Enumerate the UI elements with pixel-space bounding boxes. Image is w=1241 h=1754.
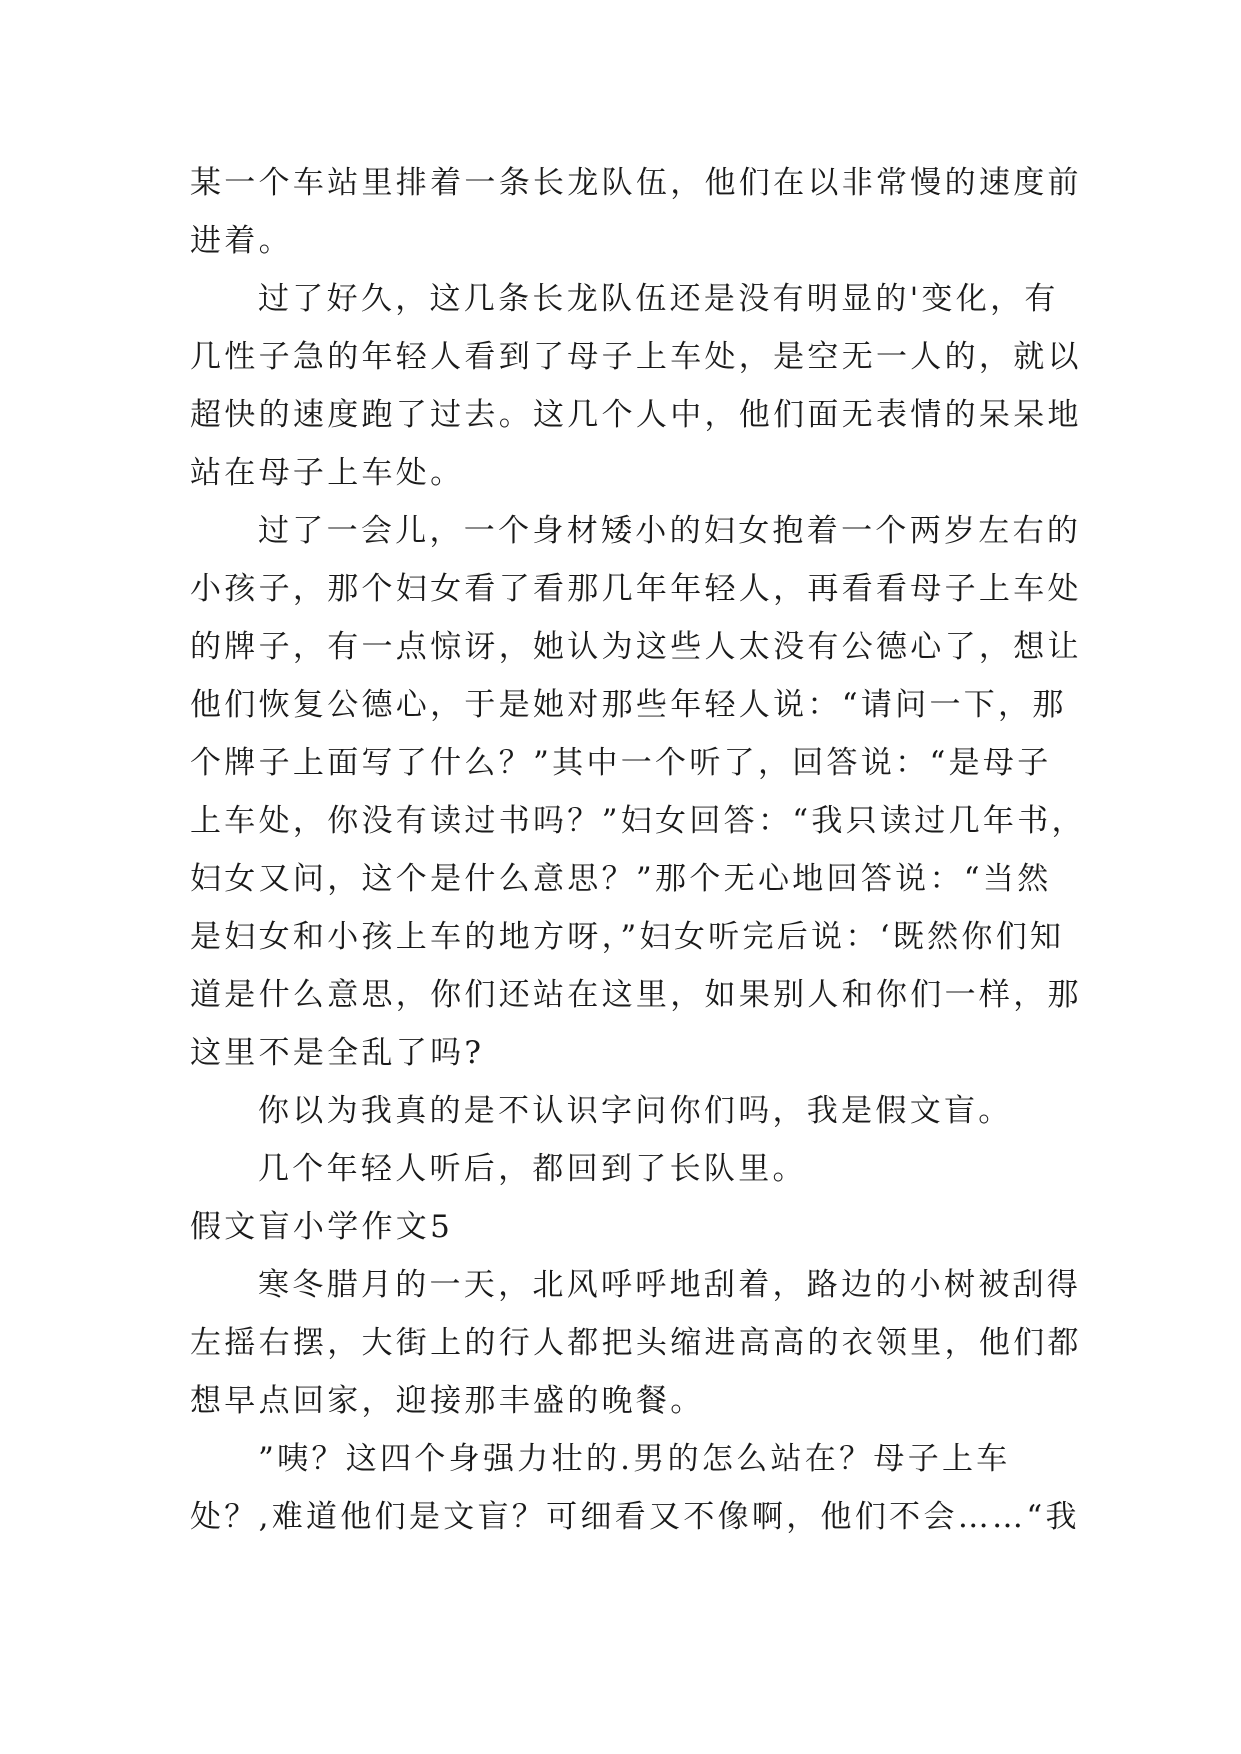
text-line: 道是什么意思，你们还站在这里，如果别人和你们一样，那 (190, 977, 1082, 1013)
text-line: 处？,难道他们是文盲？可细看又不像啊，他们不会……“我 (190, 1499, 1080, 1535)
text-line: 左摇右摆，大街上的行人都把头缩进高高的衣领里，他们都 (190, 1325, 1082, 1361)
text-line: 的牌子，有一点惊讶，她认为这些人太没有公德心了，想让 (190, 629, 1082, 665)
text-line: 超快的速度跑了过去。这几个人中，他们面无表情的呆呆地 (190, 397, 1082, 433)
paragraph-start-line: ”咦？这四个身强力壮的.男的怎么站在？母子上车 (258, 1441, 1011, 1477)
text-line: 是妇女和小孩上车的地方呀，”妇女听完后说：‘既然你们知 (190, 919, 1065, 955)
text-line: 小孩子，那个妇女看了看那几年年轻人，再看看母子上车处 (190, 571, 1082, 607)
text-line: 妇女又问，这个是什么意思？”那个无心地回答说：“当然 (190, 861, 1052, 897)
text-line: 几性子急的年轻人看到了母子上车处，是空无一人的，就以 (190, 339, 1082, 375)
text-line: 个牌子上面写了什么？”其中一个听了，回答说：“是母子 (190, 745, 1052, 781)
text-line: 这里不是全乱了吗? (190, 1035, 485, 1071)
text-line: 进着。 (190, 223, 293, 259)
text-line: 某一个车站里排着一条长龙队伍，他们在以非常慢的速度前 (190, 165, 1082, 201)
paragraph-start-line: 你以为我真的是不认识字问你们吗，我是假文盲。 (258, 1093, 1013, 1129)
paragraph-start-line: 过了好久，这几条长龙队伍还是没有明显的'变化，有 (258, 281, 1059, 317)
text-line: 上车处，你没有读过书吗？”妇女回答：“我只读过几年书， (190, 803, 1086, 839)
paragraph-start-line: 寒冬腊月的一天，北风呼呼地刮着，路边的小树被刮得 (258, 1267, 1082, 1303)
text-line: 想早点回家，迎接那丰盛的晚餐。 (190, 1383, 705, 1419)
paragraph-start-line: 几个年轻人听后，都回到了长队里。 (258, 1151, 807, 1187)
section-heading: 假文盲小学作文5 (190, 1209, 454, 1245)
text-line: 站在母子上车处。 (190, 455, 465, 491)
essay-body (190, 154, 1086, 1546)
text-line: 他们恢复公德心，于是她对那些年轻人说：“请问一下，那 (190, 687, 1067, 723)
paragraph-start-line: 过了一会儿，一个身材矮小的妇女抱着一个两岁左右的 (258, 513, 1082, 549)
